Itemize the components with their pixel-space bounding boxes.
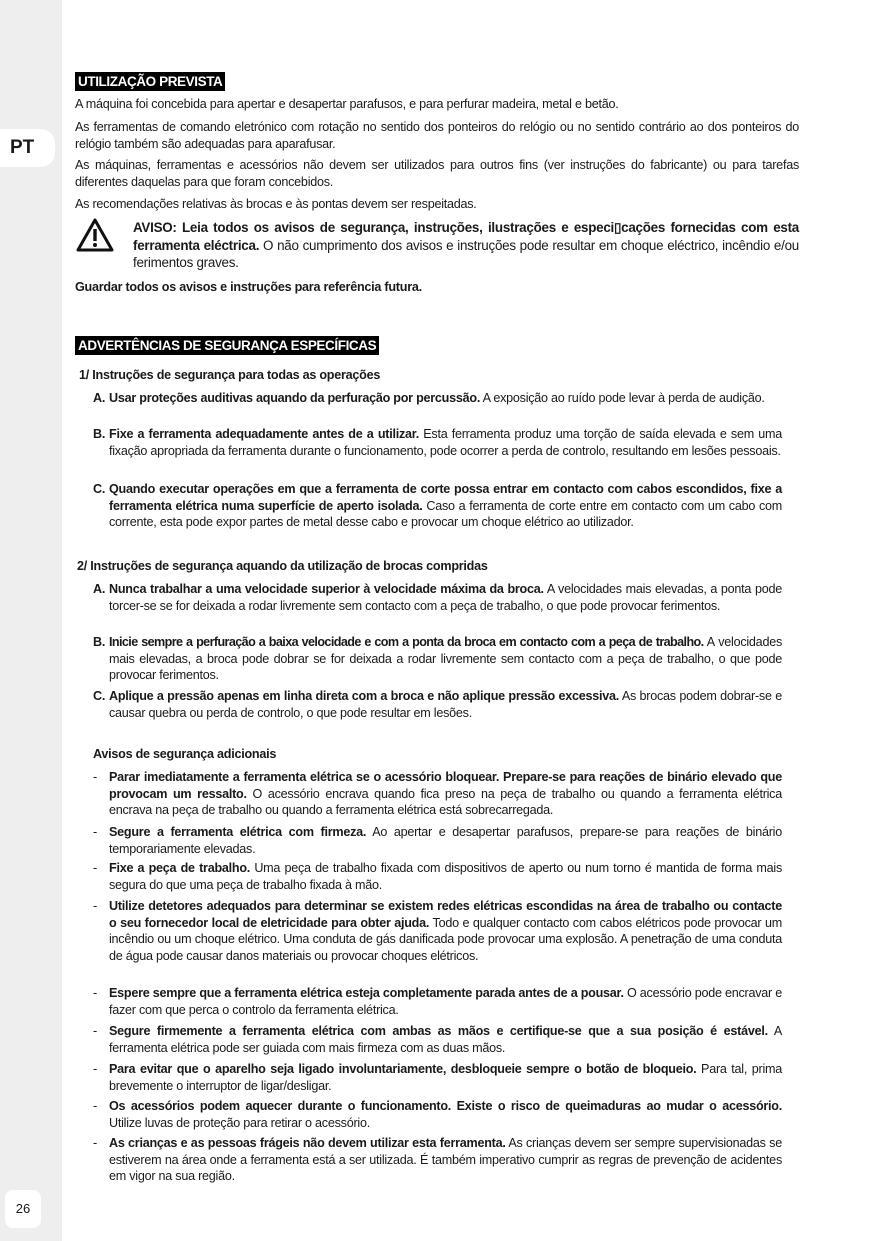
- list-item: - Segure firmemente a ferramenta elétrica com ambas as mãos e certifique-se que a sua posição é estável. A ferramenta elétrica pode ser guiada com mais firmeza com as duas mãos.: [93, 1024, 782, 1055]
- group-title: Avisos de segurança adicionais: [93, 747, 277, 761]
- paragraph: As máquinas, ferramentas e acessórios não devem ser utilizados para outros fins (ver instruções do fabricante) ou para tarefas diferentes daquelas para que foram concebidos.: [75, 158, 799, 189]
- list-item: - Parar imediatamente a ferramenta elétrica se o acessório bloquear. Prepare-se para reações de binário elevado que provocam um ressalto. O acessório encrava quando fica preso na peça de trabalho ou quando a ferramenta elétrica encrava na peça de trabalho ou quando a ferramenta elétrica está sobrecarregada.: [93, 770, 782, 818]
- list-item: - Segure a ferramenta elétrica com firmeza. Ao apertar e desapertar parafusos, prepare-se para reações de binário temporariamente elevadas.: [93, 825, 782, 856]
- list-item: B. Fixe a ferramenta adequadamente antes de a utilizar. Esta ferramenta produz uma torção de saída elevada e sem uma fixação apropriada da ferramenta durante o funcionamento, pode ocorrer a perda de controlo, resultando em lesões pessoais.: [93, 427, 782, 458]
- list-item: C. Quando executar operações em que a ferramenta de corte possa entrar em contacto com cabos escondidos, fixe a ferramenta elétrica numa superfície de aperto isolada. Caso a ferramenta de corte entre em contacto com um cabo com corrente, esta pode expor partes de metal desse cabo e provocar um choque elétrico ao utilizador.: [93, 482, 782, 530]
- paragraph: A máquina foi concebida para apertar e desapertar parafusos, e para perfurar madeira, metal e betão.: [75, 97, 619, 111]
- list-item: - Utilize detetores adequados para determinar se existem redes elétricas escondidas na área de trabalho ou contacte o seu fornecedor local de eletricidade para obter ajuda. Todo e qualquer contacto com cabos elétricos pode provocar um incêndio ou um choque elétrico. Uma conduta de gás danificada pode provocar uma explosão. A penetração de uma conduta de água pode causar danos materiais ou provocar choques elétricos.: [93, 899, 783, 963]
- language-tab: PT: [0, 129, 55, 167]
- group-title: 2/ Instruções de segurança aquando da utilização de brocas compridas: [77, 559, 488, 573]
- list-item: - Os acessórios podem aquecer durante o funcionamento. Existe o risco de queimaduras ao mudar o acessório. Utilize luvas de proteção para retirar o acessório.: [93, 1099, 782, 1130]
- list-item: - Para evitar que o aparelho seja ligado involuntariamente, desbloqueie sempre o botão de bloqueio. Para tal, prima brevemente o interruptor de ligar/desligar.: [93, 1062, 782, 1093]
- list-item: - Espere sempre que a ferramenta elétrica esteja completamente parada antes de a pousar. O acessório pode encravar e fazer com que perca o controlo da ferramenta elétrica.: [93, 986, 782, 1017]
- list-item: A. Nunca trabalhar a uma velocidade superior à velocidade máxima da broca. A velocidades mais elevadas, a ponta pode torcer-se se for deixada a rodar livremente sem contacto com a peça de trabalho, o que pode provocar ferimentos.: [93, 582, 782, 613]
- list-item: B. Inicie sempre a perfuração a baixa velocidade e com a ponta da broca em contacto com a peça de trabalho. A velocidades mais elevadas, a broca pode dobrar se for deixada a rodar livremente sem contacto com a peça de trabalho, o que pode provocar ferimentos.: [93, 635, 782, 683]
- paragraph: As recomendações relativas às brocas e às pontas devem ser respeitadas.: [75, 197, 477, 211]
- list-item: A. Usar proteções auditivas aquando da perfuração por percussão. A exposição ao ruído pode levar à perda de audição.: [93, 391, 765, 405]
- keep-instructions-note: Guardar todos os avisos e instruções para referência futura.: [75, 280, 422, 294]
- side-strip: [0, 0, 62, 1241]
- list-item: - Fixe a peça de trabalho. Uma peça de trabalho fixada com dispositivos de aperto ou num torno é mantida de forma mais segura do que uma peça de trabalho fixada à mão.: [93, 861, 783, 892]
- warning-block: AVISO: Leia todos os avisos de segurança, instruções, ilustrações e especi▯cações fornecidas com esta ferramenta eléctrica. O não cumprimento dos avisos e instruções pode resultar em choque eléctrico, incêndio e/ou ferimentos graves.: [75, 219, 799, 272]
- list-item: C. Aplique a pressão apenas em linha direta com a broca e não aplique pressão excessiva. As brocas podem dobrar-se e causar quebra ou perda de controlo, o que pode resultar em lesões.: [93, 689, 782, 720]
- paragraph: As ferramentas de comando eletrónico com rotação no sentido dos ponteiros do relógio ou no sentido contrário ao dos ponteiros do relógio também são adequadas para aparafusar.: [75, 120, 799, 151]
- warning-triangle-icon: [75, 217, 115, 253]
- page-number: 26: [5, 1190, 41, 1228]
- section-heading-intended-use: UTILIZAÇÃO PREVISTA: [75, 72, 799, 91]
- group-title: 1/ Instruções de segurança para todas as operações: [79, 368, 381, 382]
- section-heading-specific-warnings: ADVERTÊNCIAS DE SEGURANÇA ESPECÍFICAS: [75, 336, 799, 355]
- list-item: - As crianças e as pessoas frágeis não devem utilizar esta ferramenta. As crianças devem ser sempre supervisionadas se estiverem na área onde a ferramenta está a ser utilizada. É também imperativo cumprir as regras de prevenção de acidentes em vigor na sua região.: [93, 1136, 782, 1184]
